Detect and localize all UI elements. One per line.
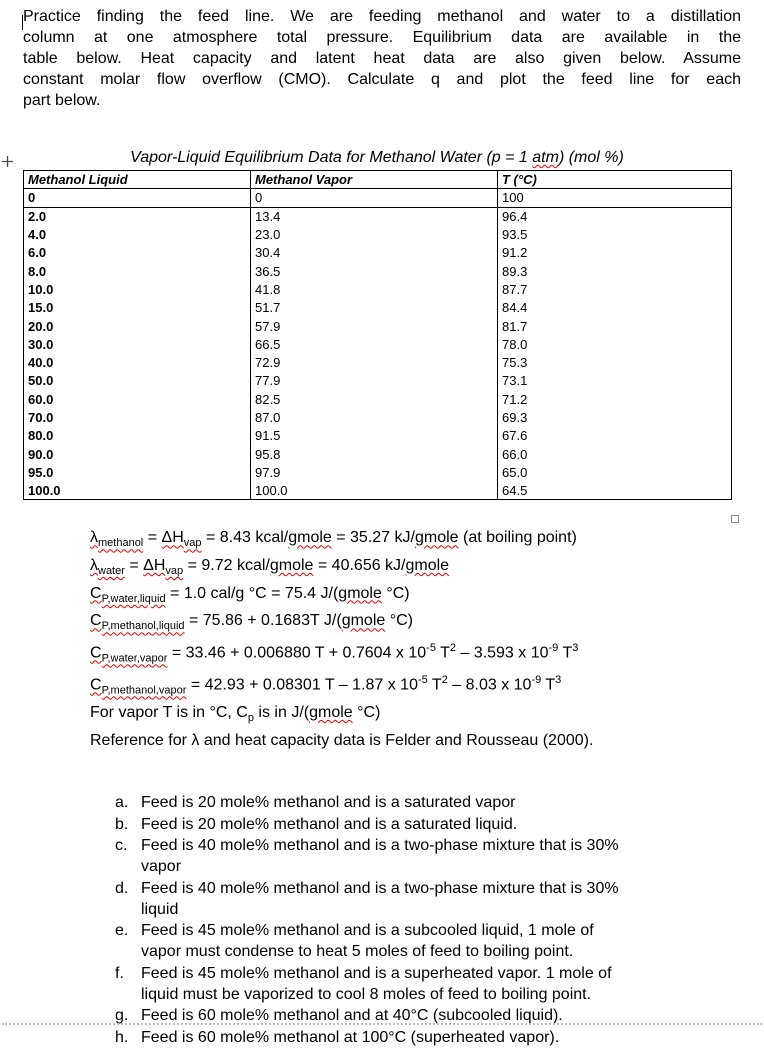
paragraph-line: column at one atmosphere total pressure. Equilibrium data are available in the <box>23 29 741 46</box>
equation-line <box>90 730 764 752</box>
table-cell: 51.7 <box>251 299 498 317</box>
page-break-indicator <box>2 1023 762 1025</box>
table-cell: 64.5 <box>498 482 732 500</box>
text-segment: 2 <box>449 642 456 655</box>
text-segment: atm <box>532 149 559 166</box>
table-row <box>24 482 732 500</box>
text-segment: = 42.93 + 0.08301 T – 1.87 x 10 <box>186 676 418 694</box>
table-cell: 8.0 <box>24 262 251 280</box>
table-cell: 50.0 <box>24 372 251 390</box>
parts-list <box>115 792 764 1048</box>
text-segment: gmole <box>338 584 382 602</box>
text-segment: λ <box>90 557 98 575</box>
table-cell: 4.0 <box>24 225 251 243</box>
list-item-line: vapor must condense to heat 5 moles of feed to boiling point. <box>141 943 574 961</box>
text-segment: = 33.46 + 0.006880 T + 0.7604 x 10 <box>167 644 427 662</box>
text-segment: C <box>90 644 102 662</box>
text-segment: λ <box>90 529 98 547</box>
text-segment: °C) <box>381 584 410 602</box>
equations <box>90 527 764 751</box>
list-item-line: Feed is 20 mole% methanol and is a saturated liquid. <box>141 815 518 833</box>
intro-paragraph <box>23 6 741 111</box>
text-segment: ΔH <box>143 557 166 575</box>
table-cell: 84.4 <box>498 299 732 317</box>
table-row <box>24 207 732 225</box>
list-item-text <box>141 963 719 1006</box>
text-segment: = <box>143 529 162 547</box>
column-header: T (°C) <box>498 171 732 189</box>
equation-line <box>90 555 764 583</box>
table-row <box>24 463 732 481</box>
text-segment: = 1.0 cal/g °C = 75.4 J/( <box>165 584 339 602</box>
table-cell: 81.7 <box>498 317 732 335</box>
paragraph-line: table below. Heat capacity and latent heat data are also given below. Assume <box>23 50 741 67</box>
list-item-letter: f. <box>115 964 124 982</box>
table-cell: 6.0 <box>24 244 251 262</box>
text-segment: ΔH <box>161 529 184 547</box>
table-cell: 100.0 <box>24 482 251 500</box>
table-cell: 87.7 <box>498 280 732 298</box>
list-item-line: Feed is 45 mole% methanol and is a superheated vapor. 1 mole of <box>141 964 612 982</box>
table-cell: 40.0 <box>24 353 251 371</box>
text-segment: – 8.03 x 10 <box>447 676 532 694</box>
text-segment: = 35.27 kJ/ <box>331 529 415 547</box>
text-segment: = <box>124 557 144 575</box>
text-segment: = 9.72 kcal/ <box>183 557 270 575</box>
text-segment: gmole <box>405 557 450 575</box>
list-item-letter: c. <box>115 836 128 854</box>
table-row <box>24 408 732 426</box>
text-segment: methanol <box>98 537 144 550</box>
text-segment: 3 <box>555 674 562 687</box>
text-segment: water <box>98 565 125 578</box>
equation-line <box>90 670 764 702</box>
text-segment: -9 <box>531 674 542 687</box>
list-item <box>115 878 764 921</box>
list-item <box>115 792 764 813</box>
table-title <box>23 148 731 168</box>
text-segment: vap <box>165 565 184 578</box>
table-cell: 95.8 <box>251 445 498 463</box>
table-cell: 60.0 <box>24 390 251 408</box>
text-segment: For vapor T is in °C, C <box>90 704 248 722</box>
text-segment: P,water,vapor <box>101 652 168 665</box>
table-row <box>24 353 732 371</box>
table-cell: 72.9 <box>251 353 498 371</box>
list-item-line: Feed is 40 mole% methanol and is a two-phase mixture that is 30% <box>141 836 619 854</box>
text-segment: -9 <box>548 642 559 655</box>
column-header: Methanol Vapor <box>251 171 498 189</box>
table-row <box>24 189 732 207</box>
table-row <box>24 299 732 317</box>
list-item <box>115 814 764 835</box>
list-item <box>115 835 764 878</box>
list-item-text <box>141 920 719 963</box>
text-segment: gmole <box>414 529 459 547</box>
list-item-letter: g. <box>115 1007 129 1025</box>
table-row <box>24 390 732 408</box>
table-cell: 90.0 <box>24 445 251 463</box>
text-segment: Reference for λ and heat capacity data is Felder and Rousseau (2000). <box>90 731 594 749</box>
list-item-text <box>141 1027 719 1048</box>
table-cell: 96.4 <box>498 207 732 225</box>
table-row <box>24 225 732 243</box>
table-cell: 66.0 <box>498 445 732 463</box>
table-cell: 82.5 <box>251 390 498 408</box>
paragraph-line: constant molar flow overflow (CMO). Calculate q and plot the feed line for each <box>23 71 741 88</box>
text-segment: gmole <box>341 612 386 630</box>
table-cell: 66.5 <box>251 335 498 353</box>
table-cell: 2.0 <box>24 207 251 225</box>
column-header: Methanol Liquid <box>24 171 251 189</box>
text-segment: °C) <box>385 612 413 630</box>
list-item-text <box>141 792 719 813</box>
table-cell: 36.5 <box>251 262 498 280</box>
text-segment: 3 <box>572 642 579 655</box>
text-segment: C <box>90 584 102 602</box>
equation-line <box>90 702 764 730</box>
table-cell: 30.4 <box>251 244 498 262</box>
text-segment: P,methanol,liquid <box>101 620 185 633</box>
equation-line <box>90 583 764 611</box>
table-cell: 41.8 <box>251 280 498 298</box>
text-segment: = 8.43 kcal/ <box>201 529 289 547</box>
equation-line <box>90 610 764 638</box>
table-cell: 0 <box>24 189 251 207</box>
table-cell: 87.0 <box>251 408 498 426</box>
text-segment: is in J/( <box>253 704 310 722</box>
table-cell: 57.9 <box>251 317 498 335</box>
list-item-line: Feed is 40 mole% methanol and is a two-phase mixture that is 30% <box>141 879 619 897</box>
text-segment: gmole <box>288 529 332 547</box>
text-segment: °C) <box>352 704 381 722</box>
table-row <box>24 427 732 445</box>
text-cursor <box>22 15 23 30</box>
list-item <box>115 1027 764 1048</box>
table-cell: 91.2 <box>498 244 732 262</box>
table-row <box>24 244 732 262</box>
text-segment: p <box>247 712 254 725</box>
list-item-line: Feed is 20 mole% methanol and is a saturated vapor <box>141 794 516 812</box>
table-cell: 65.0 <box>498 463 732 481</box>
list-item <box>115 963 764 1006</box>
table-cell: 75.3 <box>498 353 732 371</box>
table-cell: 15.0 <box>24 299 251 317</box>
table-row <box>24 317 732 335</box>
list-item-letter: d. <box>115 879 129 897</box>
text-segment: C <box>90 612 102 630</box>
list-item-line: liquid <box>141 900 179 918</box>
table-cell: 95.0 <box>24 463 251 481</box>
list-item-line: vapor <box>141 858 182 876</box>
table-cell: 100 <box>498 189 732 207</box>
text-segment: – 3.593 x 10 <box>456 644 549 662</box>
text-segment: = 40.656 kJ/ <box>313 557 406 575</box>
document-page <box>0 6 764 1046</box>
text-segment: -5 <box>426 642 436 655</box>
text-segment: gmole <box>309 704 353 722</box>
paragraph-line: part below. <box>23 92 101 109</box>
table-cell: 80.0 <box>24 427 251 445</box>
text-segment: P,methanol,vapor <box>101 684 187 697</box>
table-header-row <box>24 171 732 189</box>
text-segment: -5 <box>417 674 428 687</box>
list-item-line: Feed is 60 mole% methanol and at 40°C (subcooled liquid). <box>141 1007 563 1025</box>
table-cell: 100.0 <box>251 482 498 500</box>
text-segment: Vapor-Liquid Equilibrium Data for Methanol Water (p = 1 <box>130 149 533 166</box>
text-segment: vap <box>183 537 202 550</box>
list-item-letter: h. <box>115 1028 129 1046</box>
text-segment: = 75.86 + 0.1683T J/( <box>184 612 342 630</box>
table-cell: 30.0 <box>24 335 251 353</box>
equation-line <box>90 527 764 555</box>
list-item-letter: a. <box>115 794 129 812</box>
table-cell: 93.5 <box>498 225 732 243</box>
table-cell: 97.9 <box>251 463 498 481</box>
table-resize-handle[interactable] <box>731 515 739 523</box>
vle-table <box>23 170 732 500</box>
text-segment: ) (mol %) <box>558 149 624 166</box>
table-cell: 89.3 <box>498 262 732 280</box>
text-segment: T <box>558 644 573 662</box>
equation-line <box>90 638 764 670</box>
table-cell: 0 <box>251 189 498 207</box>
table-row <box>24 372 732 390</box>
table-row <box>24 280 732 298</box>
table-row <box>24 335 732 353</box>
table-cell: 77.9 <box>251 372 498 390</box>
table-cell: 10.0 <box>24 280 251 298</box>
table-cell: 23.0 <box>251 225 498 243</box>
table-cell: 78.0 <box>498 335 732 353</box>
list-item-letter: e. <box>115 922 129 940</box>
text-segment: (at boiling point) <box>458 529 577 547</box>
table-cell: 70.0 <box>24 408 251 426</box>
list-item-text <box>141 814 719 835</box>
table-cell: 73.1 <box>498 372 732 390</box>
table-cell: 69.3 <box>498 408 732 426</box>
list-item-letter: b. <box>115 815 129 833</box>
table-cell: 91.5 <box>251 427 498 445</box>
list-item-text <box>141 835 719 878</box>
table-cell: 13.4 <box>251 207 498 225</box>
table-row <box>24 262 732 280</box>
text-segment: C <box>90 676 102 694</box>
text-segment: gmole <box>269 557 314 575</box>
table-row <box>24 445 732 463</box>
text-segment: P,water,liquid <box>101 592 166 605</box>
text-segment: T <box>541 676 556 694</box>
table-move-handle-icon[interactable] <box>1 155 14 168</box>
list-item-line: Feed is 60 mole% methanol at 100°C (superheated vapor). <box>141 1028 560 1046</box>
list-item-text <box>141 878 719 921</box>
table-cell: 67.6 <box>498 427 732 445</box>
table-cell: 71.2 <box>498 390 732 408</box>
list-item-line: liquid must be vaporized to cool 8 moles of feed to boiling point. <box>141 985 592 1003</box>
list-item <box>115 920 764 963</box>
text-segment: T <box>435 644 450 662</box>
table-cell: 20.0 <box>24 317 251 335</box>
paragraph-line: Practice finding the feed line. We are feeding methanol and water to a distillation <box>23 8 741 25</box>
text-segment: T <box>427 676 442 694</box>
table-body <box>24 189 732 500</box>
text-segment: 2 <box>441 674 448 687</box>
list-item-line: Feed is 45 mole% methanol and is a subcooled liquid, 1 mole of <box>141 922 594 940</box>
